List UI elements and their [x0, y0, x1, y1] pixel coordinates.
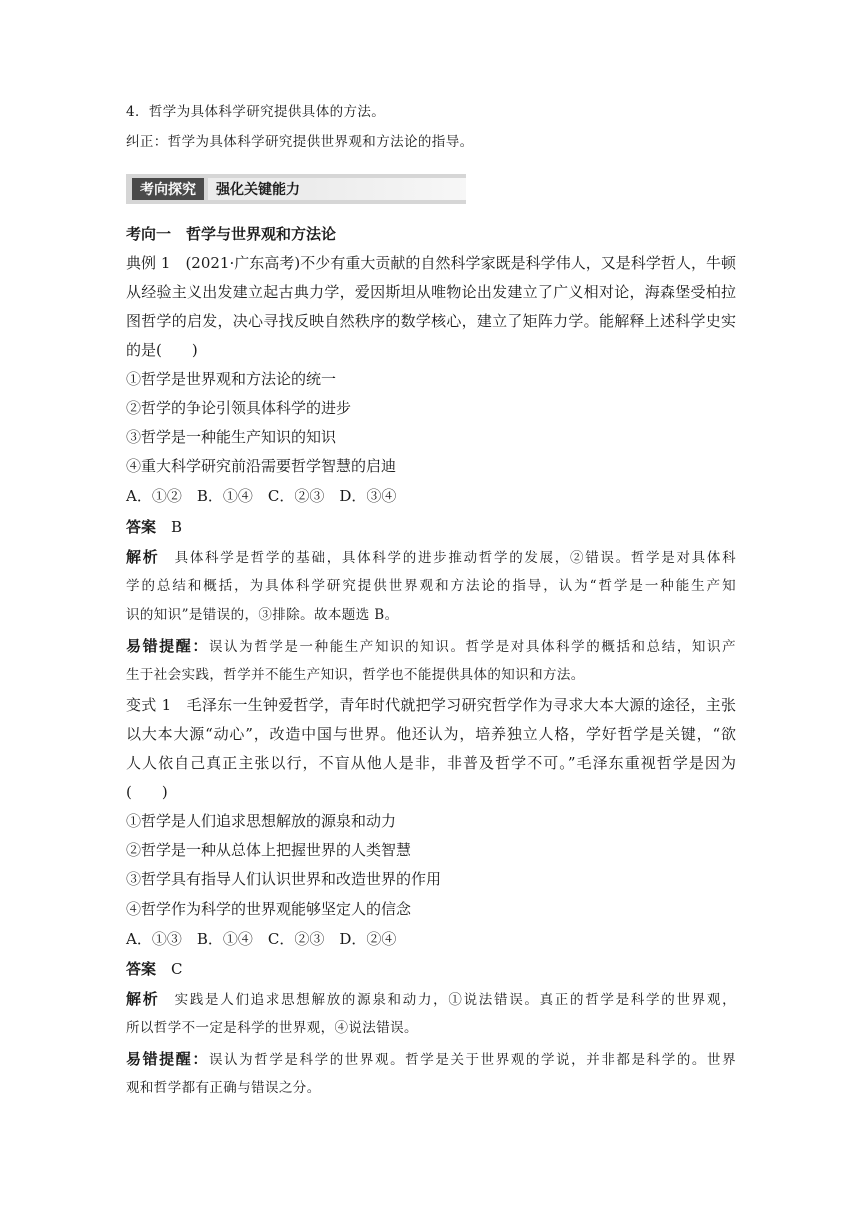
example-answer: [126, 517, 182, 537]
example-tip-2: 生于社会实践，哲学并不能生产知识，哲学也不能提供具体的知识和方法。: [126, 667, 585, 683]
variant-line-4: ( ): [126, 783, 168, 801]
example-line-2: 从经验主义出发建立起古典力学，爱因斯坦从唯物论出发建立了广义相对论，海森堡受柏拉: [126, 283, 736, 301]
variant-analysis-2: 所以哲学不一定是科学的世界观，④说法错误。: [126, 1020, 418, 1036]
analysis-text-1: 实践是人们追求思想解放的源泉和动力，①说法错误。真正的哲学是科学的世界观，: [174, 992, 736, 1008]
section-title: 考向一 哲学与世界观和方法论: [126, 225, 337, 243]
example-tip-1: [126, 636, 736, 657]
tip-label: 易错提醒：: [126, 637, 209, 655]
answer-value: B: [171, 518, 183, 536]
example-line-1: 典例 1 (2021·广东高考)不少有重大贡献的自然科学家既是科学伟人，又是科学哲人，牛顿: [126, 254, 736, 272]
banner-dark-label: 考向探究: [132, 178, 204, 200]
example-analysis-1: [126, 547, 736, 568]
example-option-3: ③哲学是一种能生产知识的知识: [126, 428, 337, 446]
answer-value: C: [171, 960, 183, 978]
example-choices: A．①② B．①④ C．②③ D．③④: [126, 487, 397, 505]
variant-line-2: 以大本大源“动心”，改造中国与世界。他还认为，培养独立人格，学好哲学是关键，“欲: [126, 725, 736, 743]
example-option-2: ②哲学的争论引领具体科学的进步: [126, 399, 352, 417]
variant-line-1: 变式 1 毛泽东一生钟爱哲学，青年时代就把学习研究哲学作为寻求大本大源的途径，主张: [126, 696, 736, 714]
example-line-3: 图哲学的启发，决心寻找反映自然秩序的数学核心，建立了矩阵力学。能解释上述科学史实: [126, 312, 736, 330]
example-line-4: 的是( ): [126, 341, 198, 359]
intro-line-2: 纠正：哲学为具体科学研究提供世界观和方法论的指导。: [126, 134, 474, 150]
variant-answer: [126, 959, 183, 979]
banner-fade: [308, 178, 466, 200]
answer-label: 答案: [126, 960, 157, 978]
example-analysis-3: 识的知识”是错误的，③排除。故本题选 B。: [126, 607, 399, 623]
tip-text-1: 误认为哲学是一种能生产知识的知识。哲学是对具体科学的概括和总结，知识产: [208, 639, 736, 655]
answer-label: 答案: [126, 518, 157, 536]
section-banner: [126, 174, 466, 204]
variant-analysis-1: [126, 989, 736, 1010]
analysis-label: 解析: [126, 990, 160, 1008]
variant-option-2: ②哲学是一种从总体上把握世界的人类智慧: [126, 841, 412, 859]
analysis-label: 解析: [126, 548, 160, 566]
variant-option-1: ①哲学是人们追求思想解放的源泉和动力: [126, 812, 397, 830]
tip-text-1: 误认为哲学是科学的世界观。哲学是关于世界观的学说，并非都是科学的。世界: [208, 1052, 736, 1068]
variant-option-4: ④哲学作为科学的世界观能够坚定人的信念: [126, 900, 412, 918]
example-analysis-2: 学的总结和概括，为具体科学研究提供世界观和方法论的指导，认为“哲学是一种能生产知: [126, 578, 736, 594]
analysis-text-1: 具体科学是哲学的基础，具体科学的进步推动哲学的发展，②错误。哲学是对具体科: [174, 550, 736, 566]
banner-light-label: 强化关键能力: [208, 178, 308, 200]
variant-choices: A．①③ B．①④ C．②③ D．②④: [126, 930, 397, 948]
variant-tip-2: 观和哲学都有正确与错误之分。: [126, 1080, 321, 1096]
example-option-4: ④重大科学研究前沿需要哲学智慧的启迪: [126, 457, 397, 475]
tip-label: 易错提醒：: [126, 1050, 209, 1068]
example-option-1: ①哲学是世界观和方法论的统一: [126, 370, 337, 388]
variant-line-3: 人人依自己真正主张以行，不盲从他人是非，非普及哲学不可。”毛泽东重视哲学是因为: [126, 754, 736, 772]
variant-option-3: ③哲学具有指导人们认识世界和改造世界的作用: [126, 870, 442, 888]
variant-tip-1: [126, 1049, 736, 1070]
intro-line-1: 4．哲学为具体科学研究提供具体的方法。: [126, 104, 386, 120]
